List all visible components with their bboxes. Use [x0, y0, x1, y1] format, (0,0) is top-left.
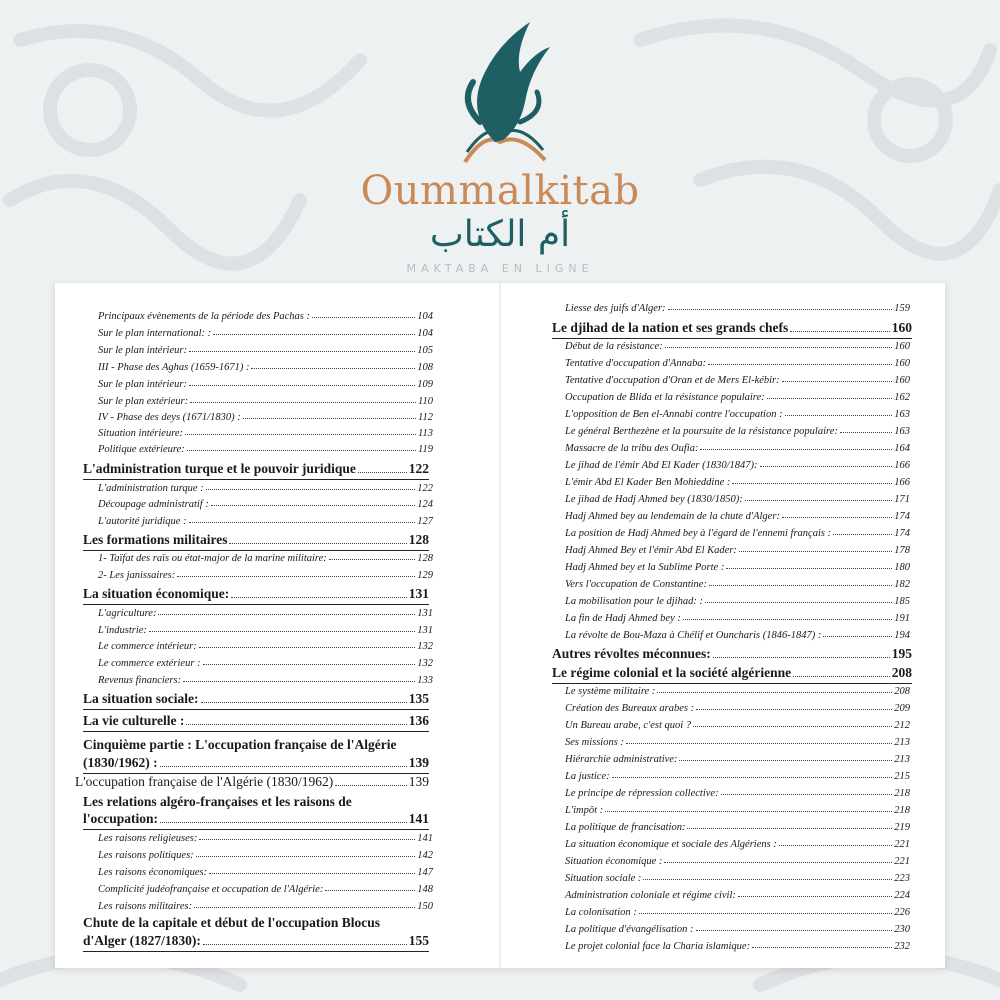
- section-rule: [83, 604, 429, 605]
- toc-entry: Hadj Ahmed Bey et l'émir Abd El Kader: 178: [565, 545, 910, 556]
- toc-section-line: Chute de la capitale et début de l'occupation Blocus: [83, 915, 381, 930]
- toc-entry: L'industrie: 131: [98, 625, 433, 636]
- toc-entry: L'administration turque : 122: [98, 483, 433, 494]
- toc-entry: Sur le plan international: : 104: [98, 328, 433, 339]
- toc-entry: La fin de Hadj Ahmed bey : 191: [565, 613, 910, 624]
- toc-entry: Le jihad de l'émir Abd El Kader (1830/1847): 166: [565, 460, 910, 471]
- toc-entry: Tentative d'occupation d'Oran et de Mers El-kébir: 160: [565, 375, 910, 386]
- toc-entry: Les raisons religieuses: 141: [98, 833, 433, 844]
- toc-entry: L'impôt : 218: [565, 805, 910, 816]
- toc-entry: Sur le plan intérieur: 105: [98, 345, 433, 356]
- toc-entry: Situation sociale : 223: [565, 873, 910, 884]
- section-rule: [83, 479, 429, 480]
- calligraphy-book-logo-icon: [425, 12, 575, 172]
- section-rule: [552, 338, 912, 339]
- toc-entry: Hiérarchie administrative: 213: [565, 754, 910, 765]
- toc-entry: Début de la résistance: 160: [565, 341, 910, 352]
- toc-section: Les formations militaires 128: [83, 532, 429, 547]
- section-rule: [83, 951, 429, 952]
- toc-entry: Liesse des juifs d'Alger: 159: [565, 303, 910, 314]
- toc-entry: Sur le plan intérieur: 109: [98, 379, 433, 390]
- book-gutter: [499, 283, 501, 968]
- toc-entry: III - Phase des Aghas (1659-1671) : 108: [98, 362, 433, 373]
- book-spread: [55, 283, 945, 968]
- toc-entry: Les raisons économiques: 147: [98, 867, 433, 878]
- toc-entry: Tentative d'occupation d'Annaba: 160: [565, 358, 910, 369]
- toc-entry: La mobilisation pour le djihad: : 185: [565, 596, 910, 607]
- toc-section: d'Alger (1827/1830): 155: [83, 933, 429, 948]
- toc-entry: Les raisons politiques: 142: [98, 850, 433, 861]
- toc-entry: Création des Bureaux arabes : 209: [565, 703, 910, 714]
- toc-entry: Situation intérieure: 113: [98, 428, 433, 439]
- toc-entry: Le principe de répression collective: 218: [565, 788, 910, 799]
- toc-entry: La position de Hadj Ahmed bey à l'égard de l'ennemi français : 174: [565, 528, 910, 539]
- toc-entry: L'agriculture: 131: [98, 608, 433, 619]
- toc-section: Le régime colonial et la société algérienne 208: [552, 665, 912, 680]
- toc-section-line: Cinquième partie : L'occupation française de l'Algérie: [83, 737, 397, 752]
- section-rule: [83, 550, 429, 551]
- brand-header: [0, 0, 1000, 280]
- toc-entry: Le commerce intérieur: 132: [98, 641, 433, 652]
- toc-entry: Le projet colonial face la Charia islamique: 232: [565, 941, 910, 952]
- toc-section: L'administration turque et le pouvoir juridique 122: [83, 461, 429, 476]
- brand-arabic-name: أم الكتاب: [429, 214, 571, 255]
- toc-entry: La politique d'évangélisation : 230: [565, 924, 910, 935]
- toc-entry: Le général Berthezène et la poursuite de la résistance populaire: 163: [565, 426, 910, 437]
- toc-entry: Hadj Ahmed bey au lendemain de la chute d'Alger: 174: [565, 511, 910, 522]
- toc-section: l'occupation: 141: [83, 811, 429, 826]
- toc-section: Le djihad de la nation et ses grands chefs 160: [552, 320, 912, 335]
- toc-entry: Le système militaire : 208: [565, 686, 910, 697]
- toc-entry: L'autorité juridique : 127: [98, 516, 433, 527]
- toc-entry: La colonisation : 226: [565, 907, 910, 918]
- toc-entry: Vers l'occupation de Constantine: 182: [565, 579, 910, 590]
- toc-section: La situation économique: 131: [83, 586, 429, 601]
- toc-entry: Revenus financiers: 133: [98, 675, 433, 686]
- toc-entry: L'émir Abd El Kader Ben Mohieddine : 166: [565, 477, 910, 488]
- toc-entry: Situation économique : 221: [565, 856, 910, 867]
- section-rule: [83, 731, 429, 732]
- toc-entry: Administration coloniale et régime civil: 224: [565, 890, 910, 901]
- toc-entry: Le commerce extérieur : 132: [98, 658, 433, 669]
- section-rule: [552, 683, 912, 684]
- toc-section-line: Les relations algéro-françaises et les raisons de: [83, 794, 352, 809]
- toc-entry: La politique de francisation: 219: [565, 822, 910, 833]
- toc-entry: La révolte de Bou-Maza à Chélif et Ouncharis (1846-1847) : 194: [565, 630, 910, 641]
- toc-entry: Découpage administratif : 124: [98, 499, 433, 510]
- toc-entry: Le jihad de Hadj Ahmed bey (1830/1850): 171: [565, 494, 910, 505]
- toc-entry: Occupation de Blida et la résistance populaire: 162: [565, 392, 910, 403]
- toc-entry: 2- Les janissaires: 129: [98, 570, 433, 581]
- toc-section: Autres révoltes méconnues: 195: [552, 646, 912, 661]
- toc-entry: Sur le plan extérieur: 110: [98, 396, 433, 407]
- toc-entry: La justice: 215: [565, 771, 910, 782]
- brand-tagline: MAKTABA EN LIGNE: [406, 262, 594, 275]
- toc-entry: Les raisons militaires: 150: [98, 901, 433, 912]
- toc-entry: Complicité judéofrançaise et occupation de l'Algérie: 148: [98, 884, 433, 895]
- toc-entry: Un Bureau arabe, c'est quoi ? 212: [565, 720, 910, 731]
- toc-entry: Politique extérieure: 119: [98, 444, 433, 455]
- toc-entry: L'opposition de Ben el-Annabi contre l'occupation : 163: [565, 409, 910, 420]
- section-rule: [83, 829, 429, 830]
- brand-name: Oummalkitab: [360, 168, 640, 214]
- toc-entry: Massacre de la tribu des Oufia: 164: [565, 443, 910, 454]
- toc-section: La vie culturelle : 136: [83, 713, 429, 728]
- toc-entry: La situation économique et sociale des Algériens : 221: [565, 839, 910, 850]
- toc-section: (1830/1962) : 139: [83, 755, 429, 770]
- section-rule: [83, 709, 429, 710]
- toc-entry: IV - Phase des deys (1671/1830) : 112: [98, 412, 433, 423]
- toc-entry: Principaux évènements de la période des Pachas : 104: [98, 311, 433, 322]
- toc-section: L'occupation française de l'Algérie (1830/1962) 139: [75, 774, 429, 789]
- toc-section: La situation sociale: 135: [83, 691, 429, 706]
- toc-entry: Hadj Ahmed bey et la Sublime Porte : 180: [565, 562, 910, 573]
- toc-entry: 1- Taïfat des raïs ou état-major de la marine militaire: 128: [98, 553, 433, 564]
- toc-entry: Ses missions : 213: [565, 737, 910, 748]
